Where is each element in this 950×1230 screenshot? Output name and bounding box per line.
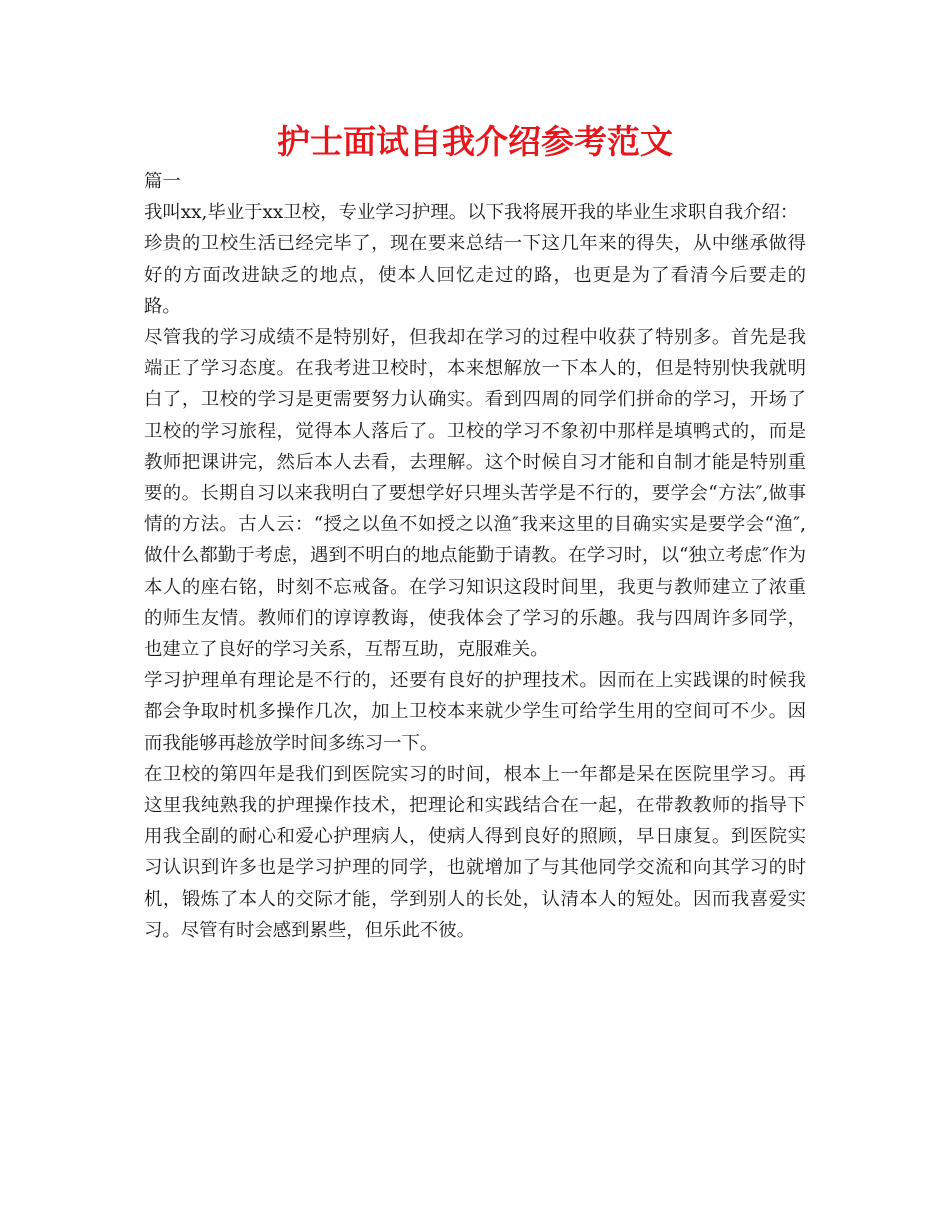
paragraph-internship: 在卫校的第四年是我们到医院实习的时间，根本上一年都是呆在医院里学习。再这里我纯熟我的护理操作技术，把理论和实践结合在一起，在带教教师的指导下用我全副的耐心和爱心护理病人，使病人得到良好的照顾，早日康复。到医院实习认识到许多也是学习护理的同学，也就增加了与其他同学交流和向其学习的时机，锻炼了本人的交际才能，学到别人的长处，认清本人的短处。因而我喜爱实习。尽管有时会感到累些，但乐此不彼。 <box>144 763 806 941</box>
paragraph-practice: 学习护理单有理论是不行的，还要有良好的护理技术。因而在上实践课的时候我都会争取时机多操作几次，加上卫校本来就少学生可给学生用的空间可不少。因而我能够再趁放学时间多练习一下。 <box>144 670 806 754</box>
page-title: 护士面试自我介绍参考范文 <box>277 122 673 161</box>
document-body <box>144 166 806 946</box>
paragraph-intro: 我叫xx,毕业于xx卫校，专业学习护理。以下我将展开我的毕业生求职自我介绍： <box>144 202 799 224</box>
paragraph-study: 尽管我的学习成绩不是特别好，但我却在学习的过程中收获了特别多。首先是我端正了学习态度。在我考进卫校时，本来想解放一下本人的，但是特别快我就明白了，卫校的学习是更需要努力认确实。看到四周的同学们拼命的学习，开场了卫校的学习旅程，觉得本人落后了。卫校的学习不象初中那样是填鸭式的，而是教师把课讲完，然后本人去看，去理解。这个时候自习才能和自制才能是特别重要的。长期自习以来我明白了要想学好只埋头苦学是不行的，要学会“方法″,做事情的方法。古人云：“授之以鱼不如授之以渔″我来这里的目确实实是要学会“渔″,做什么都勤于考虑，遇到不明白的地点能勤于请教。在学习时，以“独立考虑″作为本人的座右铭，时刻不忘戒备。在学习知识这段时间里，我更与教师建立了浓重的师生友情。教师们的谆谆教诲，使我体会了学习的乐趣。我与四周许多同学，也建立了良好的学习关系，互帮互助，克服难关。 <box>144 327 806 661</box>
section-label: 篇一 <box>144 171 181 192</box>
paragraph-summary: 珍贵的卫校生活已经完毕了，现在要来总结一下这几年来的得失，从中继承做得好的方面改进缺乏的地点，使本人回忆走过的路，也更是为了看清今后要走的路。 <box>144 233 806 317</box>
